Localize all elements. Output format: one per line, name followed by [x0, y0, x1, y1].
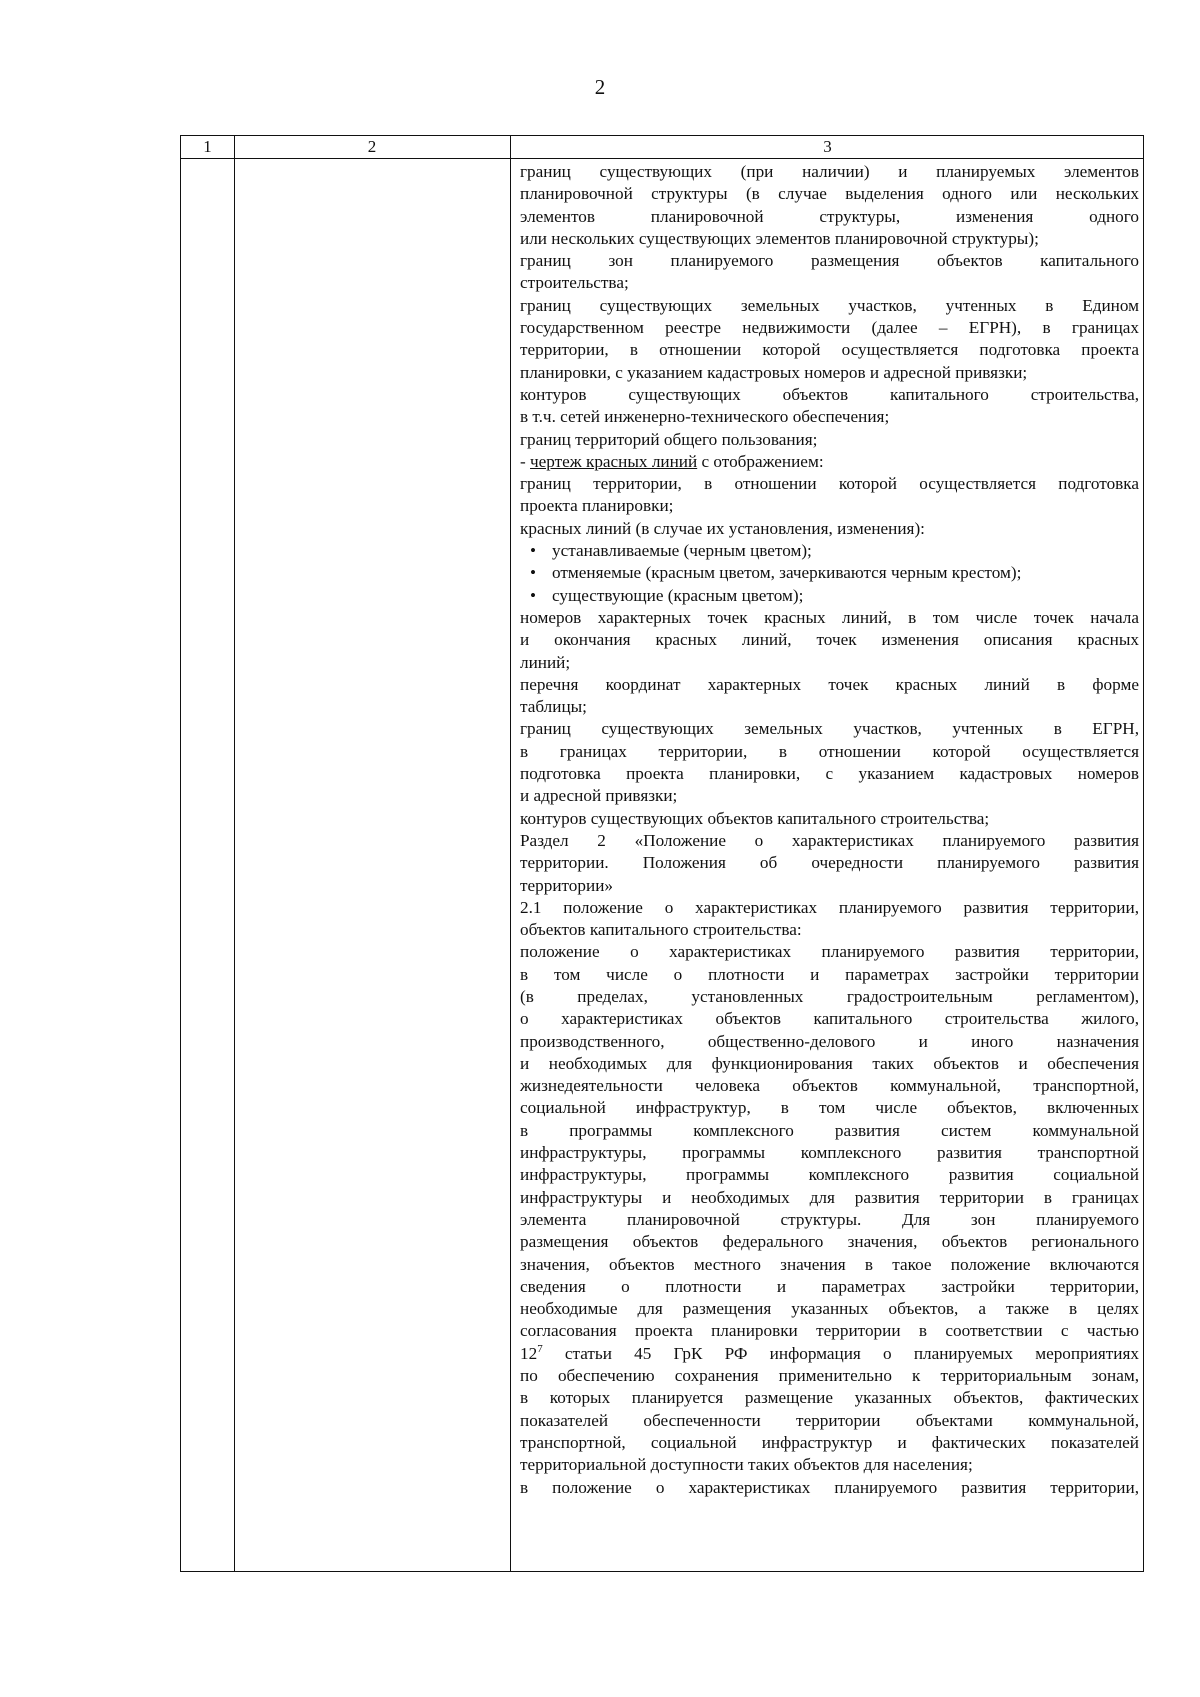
bullet-item: • отменяемые (красным цветом, зачеркиваются черным крестом); — [520, 562, 1139, 584]
text-line: границ зон планируемого размещения объектов капитального — [520, 251, 1139, 271]
text-line: контуров существующих объектов капитального строительства, — [520, 384, 1139, 404]
text-fragment: - — [520, 451, 531, 471]
superscript: 7 — [537, 1342, 543, 1355]
text-fragment: с отображением: — [697, 451, 824, 471]
text-line: границ существующих земельных участков, учтенных в Едином — [520, 295, 1139, 315]
text-line: территории. Положения об очередности планируемого развития — [520, 853, 1139, 873]
text-line: перечня координат характерных точек красных линий в форме — [520, 674, 1139, 694]
text-line: (в пределах, установленных градостроительным регламентом), — [520, 986, 1139, 1006]
text-line: линий; — [520, 652, 571, 672]
page-number: 2 — [594, 75, 606, 99]
text-line: границ территории, в отношении которой осуществляется подготовка — [520, 474, 1139, 494]
text-line: проекта планировки; — [520, 496, 674, 516]
text-line: и окончания красных линий, точек изменения описания красных — [520, 630, 1139, 650]
column-divider — [510, 136, 511, 1571]
text-line: строительства; — [520, 273, 629, 293]
text-line: контуров существующих объектов капитального строительства; — [520, 808, 990, 828]
text-line: в границах территории, в отношении которой осуществляется — [520, 741, 1139, 761]
text-line: инфраструктуры и необходимых для развития территории в границах — [520, 1187, 1139, 1207]
column-header-1: 1 — [203, 137, 212, 156]
text-line: социальной инфраструктур, в том числе объектов, включенных — [520, 1098, 1139, 1118]
text-line: планировки, с указанием кадастровых номеров и адресной привязки; — [520, 362, 1028, 382]
text-line: 2.1 положение о характеристиках планируемого развития территории, — [520, 897, 1139, 917]
bullet-item: • устанавливаемые (черным цветом); — [520, 540, 1139, 562]
text-line: инфраструктуры, программы комплексного развития социальной — [520, 1165, 1139, 1185]
bullet-item: • существующие (красным цветом); — [520, 585, 1139, 607]
text-line: в программы комплексного развития систем коммунальной — [520, 1120, 1139, 1140]
column-header-2: 2 — [367, 137, 377, 156]
column-header-3: 3 — [823, 137, 832, 156]
text-line: элемента планировочной структуры. Для зон планируемого — [520, 1209, 1139, 1229]
text-line: границ существующих (при наличии) и планируемых элементов — [520, 162, 1139, 181]
text-line: красных линий (в случае их установления, изменения): — [520, 518, 925, 538]
text-line: транспортной, социальной инфраструктур и фактических показателей — [520, 1432, 1139, 1452]
text-line: планировочной структуры (в случае выделения одного или нескольких — [520, 184, 1139, 204]
underlined-term: чертеж красных линий — [530, 451, 698, 471]
text-line: значения, объектов местного значения в такое положение включаются — [520, 1254, 1139, 1274]
text-line — [520, 1343, 1139, 1365]
text-line: в которых планируется размещение указанных объектов, фактических — [520, 1388, 1139, 1408]
text-line: объектов капитального строительства: — [520, 920, 802, 940]
text-line: Раздел 2 «Положение о характеристиках планируемого развития — [520, 830, 1139, 850]
text-line: необходимые для размещения указанных объектов, а также в целях — [520, 1299, 1139, 1319]
text-line: в т.ч. сетей инженерно-технического обеспечения; — [520, 407, 890, 427]
text-line: номеров характерных точек красных линий, в том числе точек начала — [520, 607, 1139, 627]
text-line: размещения объектов федерального значения, объектов регионального — [520, 1232, 1139, 1252]
text-line: границ территорий общего пользования; — [520, 429, 818, 449]
text-line: жизнедеятельности человека объектов коммунальной, транспортной, — [520, 1076, 1139, 1096]
requirements-table — [180, 135, 1144, 1572]
text-fragment: статьи 45 ГрК РФ информация о планируемых мероприятиях — [542, 1343, 1139, 1363]
text-fragment: 12 — [520, 1343, 538, 1363]
text-line — [520, 451, 1139, 473]
text-line: элементов планировочной структуры, изменения одного — [520, 206, 1139, 226]
text-line: или нескольких существующих элементов планировочной структуры); — [520, 228, 1039, 248]
text-line: и адресной привязки; — [520, 786, 678, 806]
text-line: производственного, общественно-делового и иного назначения — [520, 1031, 1139, 1051]
text-line: положение о характеристиках планируемого развития территории, — [520, 942, 1139, 962]
column-divider — [234, 136, 235, 1571]
text-line: границ существующих земельных участков, учтенных в ЕГРН, — [520, 719, 1139, 739]
text-line: инфраструктуры, программы комплексного развития транспортной — [520, 1143, 1139, 1163]
text-line: в том числе о плотности и параметрах застройки территории — [520, 964, 1139, 984]
text-line: территории, в отношении которой осуществляется подготовка проекта — [520, 340, 1139, 360]
text-line: в положение о характеристиках планируемого развития территории, — [520, 1477, 1139, 1497]
text-line: о характеристиках объектов капитального строительства жилого, — [520, 1009, 1139, 1029]
text-line: государственном реестре недвижимости (далее – ЕГРН), в границах — [520, 318, 1139, 338]
text-line: таблицы; — [520, 697, 587, 717]
text-line: сведения о плотности и параметрах застройки территории, — [520, 1276, 1139, 1296]
text-line: и необходимых для функционирования таких объектов и обеспечения — [520, 1053, 1139, 1073]
text-line: показателей обеспеченности территории объектами коммунальной, — [520, 1410, 1139, 1430]
header-divider — [181, 158, 1143, 159]
column-3-content — [520, 161, 1139, 1499]
text-line: территориальной доступности таких объектов для населения; — [520, 1455, 973, 1475]
text-line: согласования проекта планировки территории в соответствии с частью — [520, 1321, 1139, 1341]
text-line: подготовка проекта планировки, с указанием кадастровых номеров — [520, 764, 1139, 784]
text-line: по обеспечению сохранения применительно к территориальным зонам, — [520, 1366, 1139, 1386]
text-line: территории» — [520, 875, 613, 895]
